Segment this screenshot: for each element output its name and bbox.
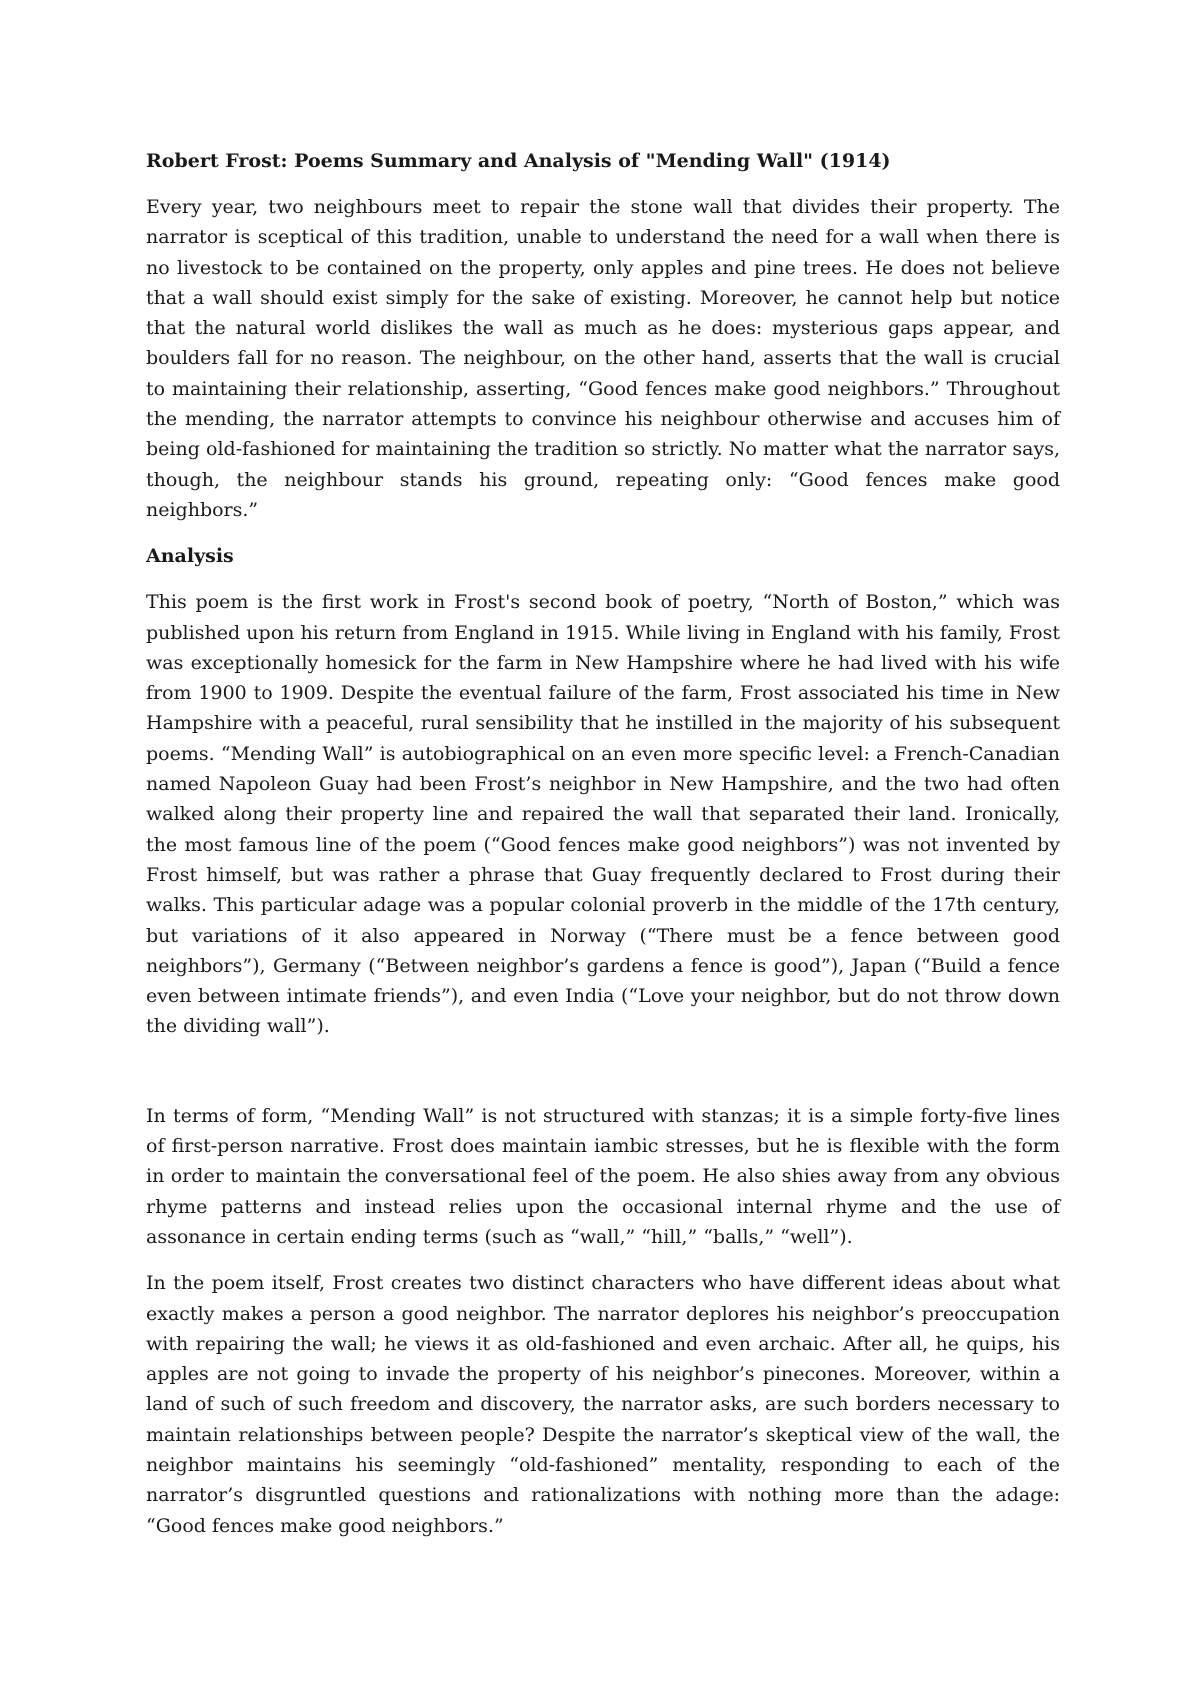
summary-paragraph: Every year, two neighbours meet to repair the stone wall that divides their property. The narrator is sceptical of this tradition, unable to understand the need for a wall when there is no livestock to be contained on the property, only apples and pine trees. He does not believe that a wall should exist simply for the sake of existing. Moreover, he cannot help but notice that the natural world dislikes the wall as much as he does: mysterious gaps appear, and boulders fall for no reason. The neighbour, on the other hand, asserts that the wall is crucial to maintaining their relationship, asserting, “Good fences make good neighbors.” Throughout the mending, the narrator attempts to convince his neighbour otherwise and accuses him of being old-fashioned for maintaining the tradition so strictly. No matter what the narrator says, though, the neighbour stands his ground, repeating only: “Good fences make good neighbors.” [146,196,1060,521]
document-title: Robert Frost: Poems Summary and Analysis of "Mending Wall" (1914) [146,150,891,172]
analysis-heading: Analysis [146,545,234,568]
analysis-paragraph-3: In the poem itself, Frost creates two distinct characters who have different ideas about what exactly makes a person a good neighbor. The narrator deplores his neighbor’s preoccupation with repairing the wall; he views it as old-fashioned and even archaic. After all, he quips, his apples are not going to invade the property of his neighbor’s pinecones. Moreover, within a land of such of such freedom and discovery, the narrator asks, are such borders necessary to maintain relationships between people? Despite the narrator’s skeptical view of the wall, the neighbor maintains his seemingly “old-fashioned” mentality, responding to each of the narrator’s disgruntled questions and rationalizations with nothing more than the adage: “Good fences make good neighbors.” [146,1272,1060,1537]
paragraph-gap [146,1058,1060,1101]
analysis-paragraph-2: In terms of form, “Mending Wall” is not structured with stanzas; it is a simple forty-five lines of first-person narrative. Frost does maintain iambic stresses, but he is flexible with the form in order to maintain the conversational feel of the poem. He also shies away from any obvious rhyme patterns and instead relies upon the occasional internal rhyme and the use of assonance in certain ending terms (such as “wall,” “hill,” “balls,” “well”). [146,1104,1060,1248]
analysis-paragraph-1: This poem is the first work in Frost's second book of poetry, “North of Boston,” which was published upon his return from England in 1915. While living in England with his family, Frost was exceptionally homesick for the farm in New Hampshire where he had lived with his wife from 1900 to 1909. Despite the eventual failure of the farm, Frost associated his time in New Hampshire with a peaceful, rural sensibility that he instilled in the majority of his subsequent poems. “Mending Wall” is autobiographical on an even more specific level: a French-Canadian named Napoleon Guay had been Frost’s neighbor in New Hampshire, and the two had often walked along their property line and repaired the wall that separated their land. Ironically, the most famous line of the poem (“Good fences make good neighbors”) was not invented by Frost himself, but was rather a phrase that Guay frequently declared to Frost during their walks. This particular adage was a popular colonial proverb in the middle of the 17th century, but variations of it also appeared in Norway (“There must be a fence between good neighbors”), Germany (“Between neighbor’s gardens a fence is good”), Japan (“Build a fence even between intimate friends”), and even India (“Love your neighbor, but do not throw down the dividing wall”). [146,591,1060,1038]
document-body [146,146,1060,1557]
